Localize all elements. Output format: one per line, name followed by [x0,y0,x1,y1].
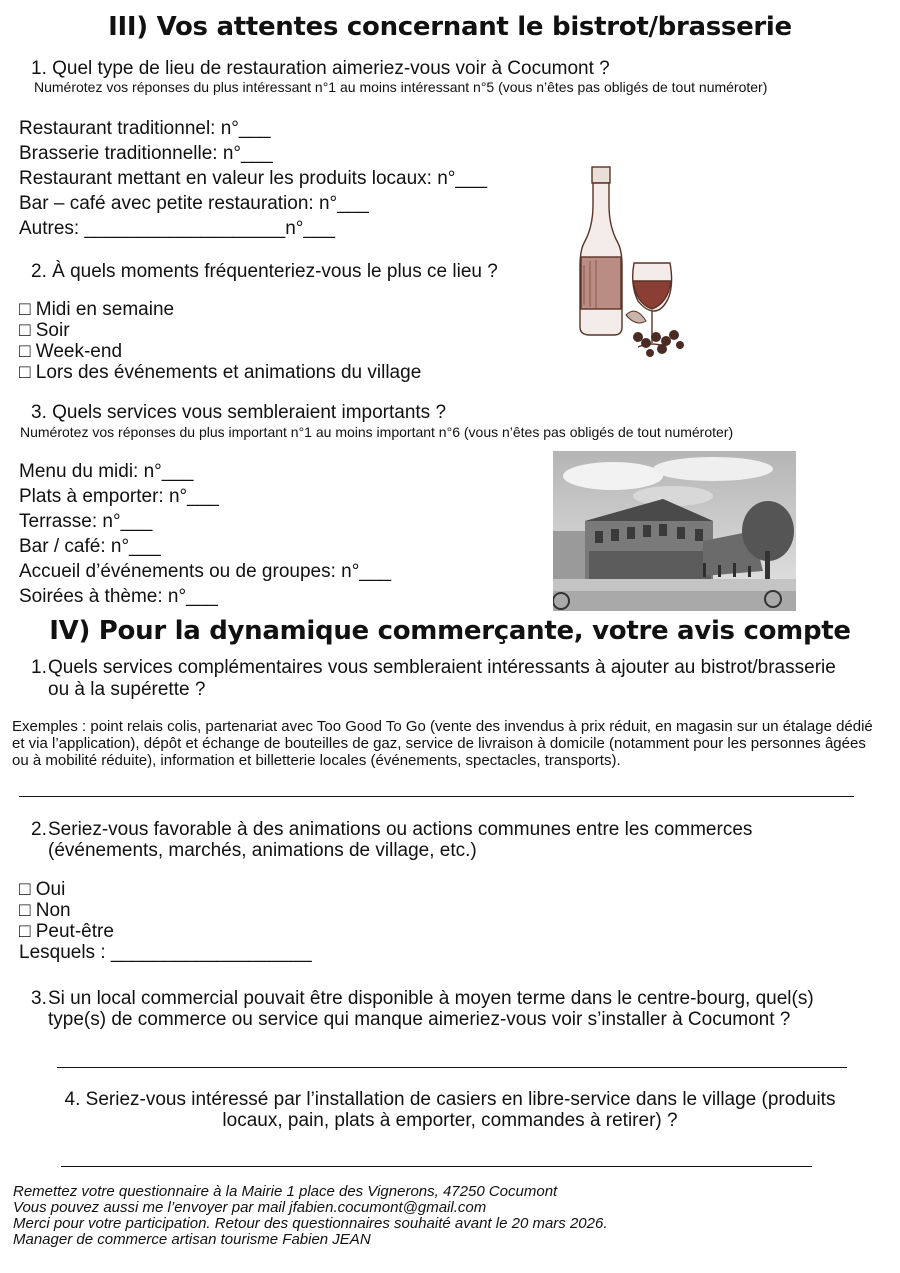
s4-q1-line1: Quels services complémentaires vous sembleraient intéressants à ajouter au bistrot/brasserie [48,657,836,678]
q2-option-list [19,299,421,383]
footer-thanks: Merci pour votre participation. Retour des questionnaires souhaité avant le 20 mars 2026. [13,1215,608,1232]
s4-q4-answer-line[interactable] [61,1166,812,1167]
s4-q1-answer-line[interactable] [19,796,854,797]
question-1-title: 1. Quel type de lieu de restauration aimeriez-vous voir à Cocumont ? [31,58,610,79]
section-3-title: III) Vos attentes concernant le bistrot/brasserie [108,12,792,42]
s4-q4-line1: 4. Seriez-vous intéressé par l’installation de casiers en libre-service dans le village (produits [64,1089,836,1110]
q3-item-menu-midi[interactable]: Menu du midi: n°___ [19,461,194,482]
s4-q2-line2: (événements, marchés, animations de village, etc.) [48,840,477,861]
question-3-title: 3. Quels services vous sembleraient importants ? [31,402,447,423]
s4-q3-line2: type(s) de commerce ou service qui manque aimeriez-vous voir s’installer à Cocumont ? [48,1009,791,1030]
section-4-title: IV) Pour la dynamique commerçante, votre avis compte [49,616,851,646]
q2-option-soir[interactable]: □ Soir [19,320,70,341]
footer-signature: Manager de commerce artisan tourisme Fabien JEAN [13,1231,371,1248]
brasserie-building-photo [553,451,796,611]
s4-q3-answer-line[interactable] [57,1067,847,1068]
q3-item-terrasse[interactable]: Terrasse: n°___ [19,511,153,532]
s4-q1-number: 1. [31,657,47,678]
footer-return-address: Remettez votre questionnaire à la Mairie 1 place des Vignerons, 47250 Cocumont [13,1183,558,1200]
q3-item-soirees-theme[interactable]: Soirées à thème: n°___ [19,586,218,607]
s4-q2-option-peut-etre[interactable]: □ Peut-être [19,921,114,942]
q3-item-accueil-groupes[interactable]: Accueil d’événements ou de groupes: n°___ [19,561,392,582]
question-3-note: Numérotez vos réponses du plus important n°1 au moins important n°6 (vous n’êtes pas obligés de tout numéroter) [20,424,734,440]
s4-q2-option-oui[interactable]: □ Oui [19,879,66,900]
s4-q1-line2: ou à la supérette ? [48,679,206,700]
q1-item-brasserie-traditionnelle[interactable]: Brasserie traditionnelle: n°___ [19,143,273,164]
q1-item-autres[interactable]: Autres: ___________________n°___ [19,218,336,239]
footer [13,1184,608,1248]
question-1-note: Numérotez vos réponses du plus intéressant n°1 au moins intéressant n°5 (vous n’êtes pas obligés de tout numéroter) [34,79,768,95]
q1-item-bar-cafe[interactable]: Bar – café avec petite restauration: n°___ [19,193,369,214]
s4-q2-option-non[interactable]: □ Non [19,900,71,921]
q2-option-midi[interactable]: □ Midi en semaine [19,299,175,320]
s4-q4-line2: locaux, pain, plats à emporter, commandes à retirer) ? [222,1110,678,1131]
q2-option-week-end[interactable]: □ Week-end [19,341,123,362]
q1-item-list [19,116,487,241]
s4-q2-option-list [19,879,312,963]
s4-q1-examples: Exemples : point relais colis, partenariat avec Too Good To Go (vente des invendus à prix réduit, en magasin sur un étalage dédié et via l’application), dépôt et échange de bouteilles de gaz, service de livraison à domicile (notamment pour les personnes âgées ou à mobilité réduite), information et billetterie locales (événements, spectacles, transports). [12,718,873,769]
question-2-title: 2. À quels moments fréquenteriez-vous le plus ce lieu ? [31,261,498,282]
s4-q2-lesquels-field[interactable]: Lesquels : ___________________ [19,942,312,963]
q3-item-plats-emporter[interactable]: Plats à emporter: n°___ [19,486,219,507]
s4-q2-line1: Seriez-vous favorable à des animations ou actions communes entre les commerces [48,819,753,840]
s4-q3-number: 3. [31,988,47,1009]
wine-bottle-glass-illustration [576,165,696,365]
footer-email[interactable]: Vous pouvez aussi me l’envoyer par mail jfabien.cocumont@gmail.com [13,1199,487,1216]
q2-option-evenements[interactable]: □ Lors des événements et animations du village [19,362,422,383]
s4-q2-number: 2. [31,819,47,840]
q1-item-produits-locaux[interactable]: Restaurant mettant en valeur les produits locaux: n°___ [19,168,488,189]
q3-item-list [19,459,391,609]
q1-item-restaurant-traditionnel[interactable]: Restaurant traditionnel: n°___ [19,118,271,139]
q3-item-bar-cafe[interactable]: Bar / café: n°___ [19,536,161,557]
s4-q3-line1: Si un local commercial pouvait être disponible à moyen terme dans le centre-bourg, quel(s) [48,988,814,1009]
